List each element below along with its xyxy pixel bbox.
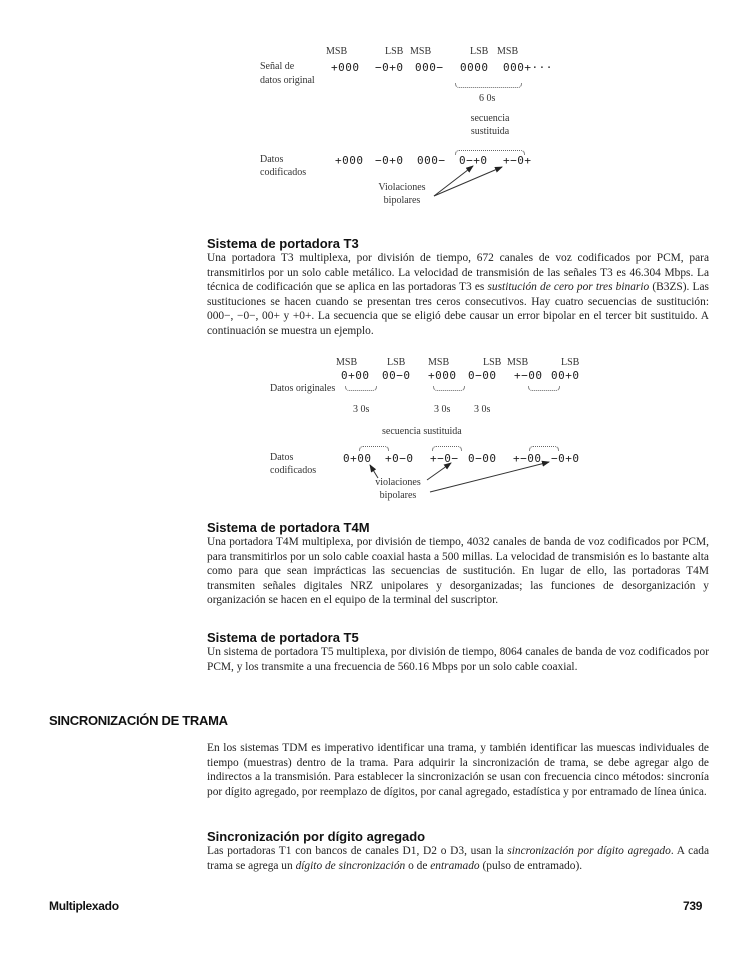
- italic-term: sustitución de cero por tres binario: [487, 281, 650, 294]
- bit-group: 000+···: [503, 61, 553, 74]
- bit-group: +000: [331, 61, 360, 74]
- bit-group: +−0−: [430, 452, 459, 465]
- row-label-coded: Datos: [260, 154, 284, 165]
- substituted-label: sustituida: [470, 126, 510, 137]
- section-heading-t5: Sistema de portadora T5: [207, 630, 359, 645]
- lsb-label: LSB: [470, 46, 489, 57]
- row-label-coded: Datos: [270, 452, 294, 463]
- lsb-label: LSB: [483, 357, 502, 368]
- section-heading-t3: Sistema de portadora T3: [207, 236, 359, 251]
- paragraph-text: Una portadora T3 multiplexa, por división de tiempo, 672 canales de voz codificados por PCM, para transmitirlos por un solo cable metálico. La velocidad de transmisión de las señales T3 es 46.304 Mbps. La técnica de codificación que se aplica en las portadoras T3 es: [207, 252, 709, 294]
- bit-group: 000−: [415, 61, 444, 74]
- paragraph-text: Las portadoras T1 con bancos de canales D1, D2 o D3, usan la: [207, 845, 508, 857]
- msb-label: MSB: [410, 46, 432, 57]
- substituted-label: secuencia sustituida: [382, 426, 462, 437]
- zeros-count-label: 3 0s: [474, 404, 491, 415]
- row-label-coded: codificados: [270, 465, 317, 476]
- bit-group: 0−00: [468, 452, 497, 465]
- bit-group: −0+0: [551, 452, 580, 465]
- bit-group: 000−: [417, 154, 446, 167]
- lsb-label: LSB: [561, 357, 580, 368]
- bit-group: 0000: [460, 61, 489, 74]
- paragraph-t4m: Una portadora T4M multiplexa, por división de tiempo, 4032 canales de banda de voz codificados por PCM, para transmitirlos por un solo cable coaxial hasta a 500 millas. La velocidad de transmisión es lo bastante alta como para que sean imprácticas las secuencias de sustitución. En lugar de ello, las portadoras T4M transmiten señales digitales NRZ unipolares y desorganizadas; las funciones de desorganización y organización se hacen en el equipo de la terminal del suscriptor.: [207, 536, 709, 607]
- bit-group: 00−0: [382, 369, 411, 382]
- paragraph-text: o de: [405, 859, 431, 872]
- substituted-label: secuencia: [470, 113, 510, 124]
- row-label-coded: codificados: [260, 167, 307, 178]
- paragraph-text: (B3ZS). Las sustituciones se hacen cuando se presentan tres ceros consecutivos. Hay cuatro secuencias de sustitución: 000−, −0−, 00+ y +0+. La secuencia que se eligió debe causar un error bipolar en el tercer bit sustituido. A continuación se muestra un ejemplo.: [207, 281, 709, 337]
- footer-chapter-title: Multiplexado: [49, 899, 119, 913]
- bit-group: +0−0: [385, 452, 414, 465]
- bit-group: 0+00: [341, 369, 370, 382]
- msb-label: MSB: [507, 357, 529, 368]
- bit-group: +−00: [513, 452, 542, 465]
- bit-group: −0+0: [375, 61, 404, 74]
- msb-label: MSB: [497, 46, 519, 57]
- lsb-label: LSB: [385, 46, 404, 57]
- bit-group: 0+00: [343, 452, 372, 465]
- bit-group: +000: [428, 369, 457, 382]
- zeros-count-label: 6 0s: [479, 93, 496, 104]
- msb-label: MSB: [428, 357, 450, 368]
- violations-label: bipolares: [379, 490, 417, 501]
- paragraph-added-digit: [207, 844, 709, 873]
- bit-group: +000: [335, 154, 364, 167]
- violations-label: violaciones: [375, 477, 421, 488]
- bit-group: 0−+0: [459, 154, 488, 167]
- lsb-label: LSB: [387, 357, 406, 368]
- paragraph-frame-sync: En los sistemas TDM es imperativo identificar una trama, y también identificar las muescas individuales de tiempo (muestras) dentro de la trama. Para adquirir la sincronización de trama, se debe agregar algo de indirectos a la transmisión. Para establecer la sincronización se usan con frecuencia cinco métodos: sincronía por dígito agregado, por reemplazo de dígitos, por canal agregado, estadística y por entramado de línea única.: [207, 742, 709, 798]
- italic-term: sincronización por dígito agregado: [507, 845, 671, 857]
- bit-group: +−0+: [503, 154, 532, 167]
- paragraph-text: (pulso de entramado).: [479, 859, 583, 872]
- bit-group: −0+0: [375, 154, 404, 167]
- violations-label: bipolares: [383, 195, 421, 206]
- msb-label: MSB: [336, 357, 358, 368]
- section-heading-t4m: Sistema de portadora T4M: [207, 520, 370, 535]
- bit-group: +−00: [514, 369, 543, 382]
- row-label-original: Datos originales: [270, 383, 336, 394]
- violations-label: Violaciones: [378, 182, 426, 193]
- paragraph-t3: [207, 251, 709, 339]
- chapter-section-heading: SINCRONIZACIÓN DE TRAMA: [49, 713, 228, 728]
- page-number: 739: [683, 899, 703, 913]
- section-heading-added-digit: Sincronización por dígito agregado: [207, 829, 426, 844]
- paragraph-text: . A cada trama se agrega un: [207, 845, 710, 872]
- zeros-count-label: 3 0s: [353, 404, 370, 415]
- msb-label: MSB: [326, 46, 348, 57]
- italic-term: dígito de sincronización: [295, 859, 406, 872]
- paragraph-t5: Un sistema de portadora T5 multiplexa, por división de tiempo, 8064 canales de banda de voz codificados por PCM, y los transmite a una frecuencia de 560.16 Mbps por un solo cable coaxial.: [207, 646, 709, 673]
- italic-term: entramado: [430, 859, 480, 872]
- bit-group: 00+0: [551, 369, 580, 382]
- bit-group: 0−00: [468, 369, 497, 382]
- zeros-count-label: 3 0s: [434, 404, 451, 415]
- row-label-original: Señal de: [260, 61, 295, 72]
- row-label-original: datos original: [260, 75, 315, 86]
